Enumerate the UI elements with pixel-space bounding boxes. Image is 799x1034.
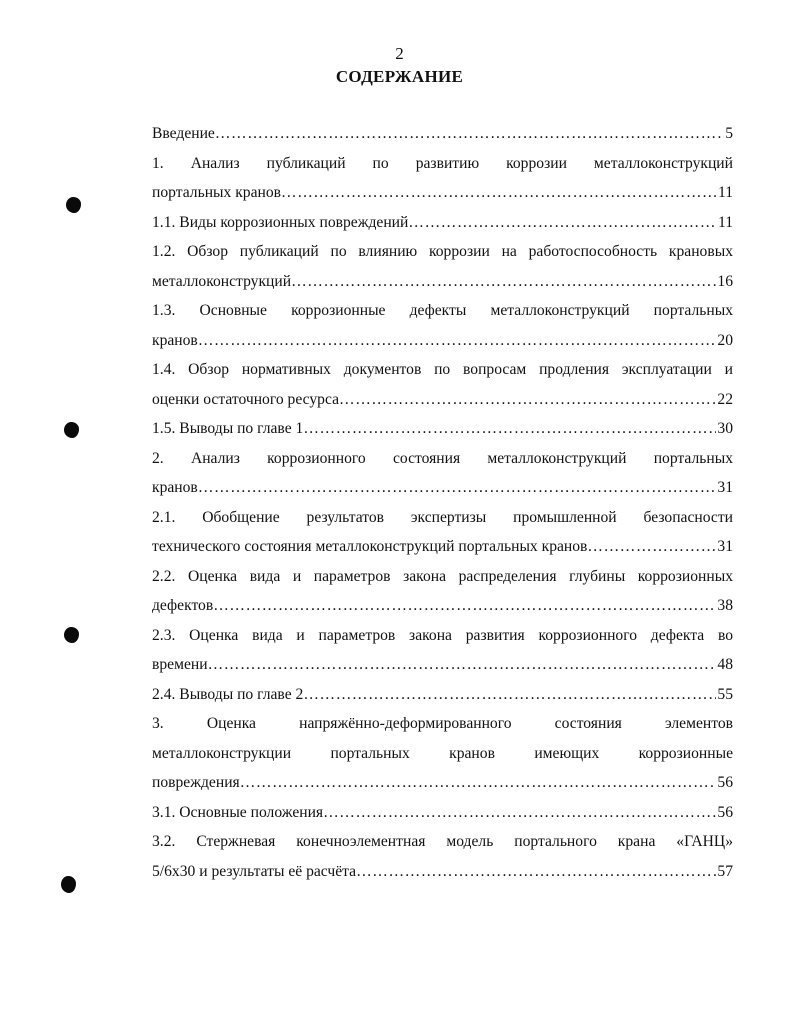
toc-entry [152,503,733,562]
dot-leader [291,267,716,297]
toc-page-number: 16 [717,272,733,290]
dot-leader [213,591,716,621]
dot-leader [208,650,717,680]
toc-page-number: 22 [717,390,733,408]
toc-entry-text: кранов [152,331,198,349]
toc-entry-last-line [152,798,733,828]
toc-page-number: 5 [725,125,733,142]
toc-entry [152,208,733,238]
dot-leader [198,473,717,503]
toc-entry-line: 1.3. Основные коррозионные дефекты металлоконструкций портальных [152,302,733,319]
toc-entry-last-line [152,857,733,887]
toc-page-number: 57 [717,862,733,880]
toc-entry-last-line [152,385,733,415]
toc-entry-last-line [152,414,733,444]
punch-hole-mark [61,876,76,893]
toc-entry [152,296,733,355]
toc-entry [152,119,733,149]
toc-entry-line: 3. Оценка напряжённо-деформированного состояния элементов [152,715,733,732]
toc-entry-text: кранов [152,479,198,496]
toc-page-number: 55 [717,685,733,703]
table-of-contents [152,119,733,886]
toc-entry-last-line [152,267,733,297]
dot-leader [339,385,716,415]
page-title: СОДЕРЖАНИЕ [335,67,464,86]
toc-entry-line: 1. Анализ публикаций по развитию коррозии металлоконструкций [152,154,733,172]
toc-entry-text: оценки остаточного ресурса [152,390,339,408]
toc-entry-last-line [152,208,733,238]
toc-entry-last-line [152,473,733,503]
toc-entry-last-line [152,680,733,710]
toc-entry-text: повреждения [152,774,240,791]
toc-entry [152,562,733,621]
toc-entry-text: портальных кранов [152,184,282,201]
toc-entry-line: 2. Анализ коррозионного состояния металлоконструкций портальных [152,449,733,467]
toc-entry [152,355,733,414]
toc-page-number: 31 [717,479,733,496]
toc-page-number: 56 [717,803,733,821]
toc-entry-text: 2.4. Выводы по главе 2 [152,685,304,703]
dot-leader [281,178,717,208]
dot-leader [356,857,716,887]
toc-page-number: 20 [717,331,733,349]
dot-leader [240,768,717,798]
toc-entry-text: Введение [152,125,215,142]
punch-hole-mark [64,627,79,643]
toc-entry-text: технического состояния металлоконструкций портальных кранов [152,538,588,555]
toc-entry-last-line [152,591,733,621]
toc-entry-last-line [152,768,733,798]
toc-entry-text: времени [152,656,208,673]
toc-entry-last-line [152,119,733,149]
toc-page-number: 30 [717,420,733,437]
toc-entry [152,149,733,208]
dot-leader [198,326,717,356]
toc-entry-last-line [152,178,733,208]
toc-page-number: 48 [717,656,733,673]
page-number: 2 [395,44,404,63]
dot-leader [408,208,717,238]
toc-entry-text: металлоконструкций [152,272,292,290]
toc-page-number: 11 [717,184,733,201]
toc-page-number: 56 [717,774,733,791]
toc-entry-line: 1.2. Обзор публикаций по влиянию коррозии на работоспособность крановых [152,243,733,260]
toc-page-number: 11 [717,213,733,231]
toc-entry [152,827,733,886]
toc-entry-line: 2.1. Обобщение результатов экспертизы промышленной безопасности [152,508,733,526]
toc-entry-last-line [152,532,733,562]
punch-hole-mark [64,422,79,438]
toc-entry [152,798,733,828]
toc-entry [152,444,733,503]
toc-entry-last-line [152,650,733,680]
dot-leader [303,680,716,710]
toc-entry-line: 2.3. Оценка вида и параметров закона развития коррозионного дефекта во [152,626,733,644]
toc-entry [152,621,733,680]
dot-leader [323,798,716,828]
toc-entry [152,237,733,296]
toc-entry-last-line [152,326,733,356]
toc-entry-text: 1.1. Виды коррозионных повреждений [152,213,409,231]
toc-entry-text: 1.5. Выводы по главе 1 [152,420,304,437]
dot-leader [215,119,724,149]
dot-leader [303,414,716,444]
toc-page-number: 38 [717,597,733,614]
toc-page-number: 31 [717,538,733,555]
dot-leader [587,532,716,562]
toc-entry-line: металлоконструкции портальных кранов имеющих коррозионные [152,744,733,762]
toc-entry-text: 5/6х30 и результаты её расчёта [152,862,357,880]
punch-hole-mark [66,197,81,213]
toc-entry-text: 3.1. Основные положения [152,803,324,821]
toc-entry [152,709,733,798]
toc-entry-text: дефектов [152,597,214,614]
toc-entry [152,414,733,444]
toc-entry-line: 1.4. Обзор нормативных документов по вопросам продления эксплуатации и [152,361,733,378]
toc-entry-line: 2.2. Оценка вида и параметров закона распределения глубины коррозионных [152,567,733,585]
toc-entry-line: 3.2. Стержневая конечноэлементная модель портального крана «ГАНЦ» [152,833,733,850]
toc-entry [152,680,733,710]
